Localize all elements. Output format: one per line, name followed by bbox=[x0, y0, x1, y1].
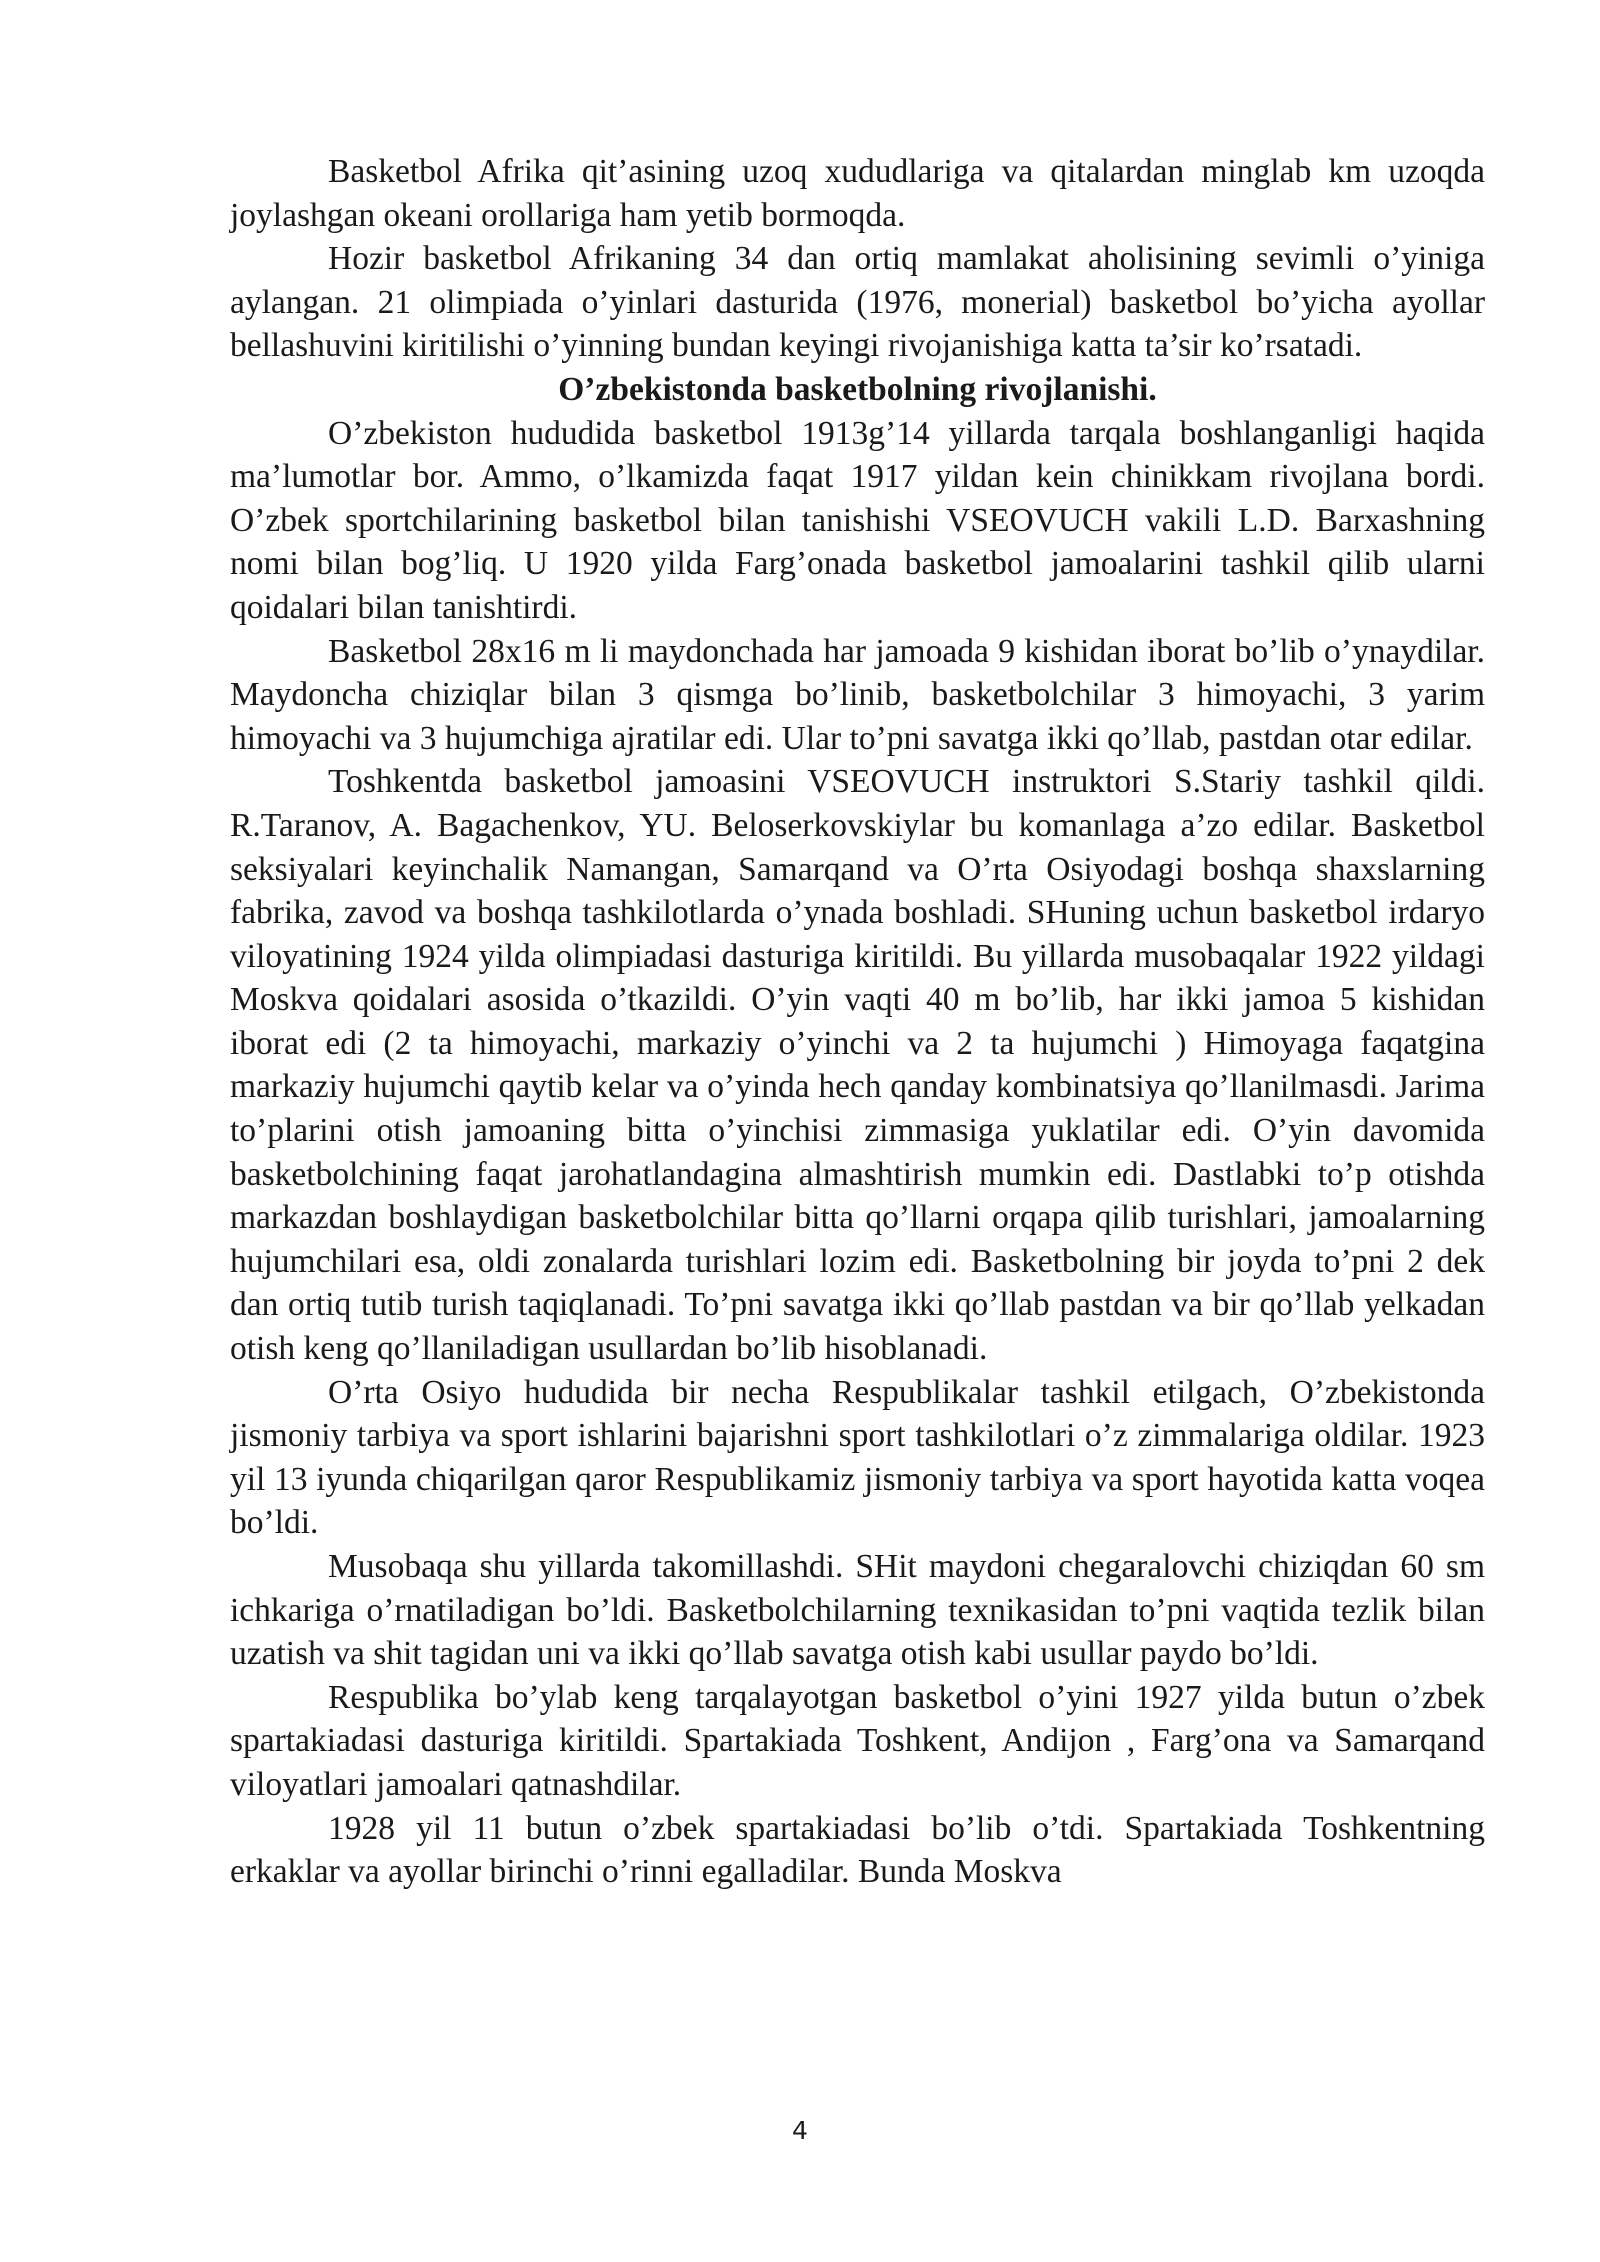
paragraph-history: O’zbekiston hududida basketbol 1913g’14 yillarda tarqala boshlanganligi haqida ma’lumotlar bor. Ammo, o’lkamizda faqat 1917 yildan kein chinikkam rivojlana bordi. O’zbek sportchilarining basketbol bilan tanishishi VSEOVUCH vakili L.D. Barxashning nomi bilan bog’liq. U 1920 yilda Farg’onada basketbol jamoalarini tashkil qilib ularni qoidalari bilan tanishtirdi. bbox=[230, 414, 1485, 626]
section-heading: O’zbekistonda basketbolning rivojlanishi. bbox=[558, 370, 1157, 408]
paragraph-tashkent-team: Toshkentda basketbol jamoasini VSEOVUCH instruktori S.Stariy tashkil qildi. R.Taranov, A. Bagachenkov, YU. Beloserkovskiylar bu komanlaga a’zo edilar. Basketbol seksiyalari keyinchalik Namangan, Samarqand va O’rta Osiyodagi boshqa shaxslarning fabrika, zavod va boshqa tashkilotlarda o’ynada boshladi. SHuning uchun basketbol irdaryo viloyatining 1924 yilda olimpiadasi dasturiga kiritildi. Bu yillarda musobaqalar 1922 yildagi Moskva qoidalari asosida o’tkazildi. O’yin vaqti 40 m bo’lib, har ikki jamoa 5 kishidan iborat edi (2 ta himoyachi, markaziy o’yinchi va 2 ta hujumchi ) Himoyaga faqatgina markaziy hujumchi qaytib kelar va o’yinda hech qanday kombinatsiya qo’llanilmasdi. Jarima to’plarini otish jamoaning bitta o’yinchisi zimmasiga yuklatilar edi. O’yin davomida basketbolchining faqat jarohatlandagina almashtirish mumkin edi. Dastlabki to’p otishda markazdan boshlaydigan basketbolchilar bitta qo’llarni orqapa qilib turishlari, jamoalarning hujumchilari esa, oldi zonalarda turishlari lozim edi. Basketbolning bir joyda to’pni 2 dek dan ortiq tutib turish taqiqlanadi. To’pni savatga ikki qo’llab pastdan va bir qo’llab yelkadan otish keng qo’llaniladigan usullardan bo’lib hisoblanadi. bbox=[230, 763, 1485, 1368]
paragraph-olympics: Hozir basketbol Afrikaning 34 dan ortiq mamlakat aholisining sevimli o’yiniga aylangan. 21 olimpiada o’yinlari dasturida (1976, monerial) basketbol bo’yicha ayollar bellashuvini kiritilishi o’yinning bundan keyingi rivojanishiga katta ta’sir ko’rsatadi. bbox=[230, 240, 1485, 365]
paragraph-africa: Basketbol Afrika qit’asining uzoq xududlariga va qitalardan minglab km uzoqda joylashgan okeani orollariga ham yetib bormoqda. bbox=[230, 153, 1485, 234]
page-body bbox=[230, 150, 1485, 1894]
paragraph-central-asia: O’rta Osiyo hududida bir necha Respublikalar tashkil etilgach, O’zbekistonda jismoniy tarbiya va sport ishlarini bajarishni sport tashkilotlari o’z zimmalariga oldilar. 1923 yil 13 iyunda chiqarilgan qaror Respublikamiz jismoniy tarbiya va sport hayotida katta voqea bo’ldi. bbox=[230, 1373, 1485, 1542]
page-number: 4 bbox=[792, 2116, 808, 2145]
paragraph-competition: Musobaqa shu yillarda takomillashdi. SHit maydoni chegaralovchi chiziqdan 60 sm ichkariga o’rnatiladigan bo’ldi. Basketbolchilarning texnikasidan to’pni vaqtida tezlik bilan uzatish va shit tagidan uni va ikki qo’llab savatga otish kabi usullar paydo bo’ldi. bbox=[230, 1548, 1485, 1673]
paragraph-spartakiad-1927: Respublika bo’ylab keng tarqalayotgan basketbol o’yini 1927 yilda butun o’zbek spartakiadasi dasturiga kiritildi. Spartakiada Toshkent, Andijon , Farg’ona va Samarqand viloyatlari jamoalari qatnashdilar. bbox=[230, 1678, 1485, 1803]
paragraph-court: Basketbol 28x16 m li maydonchada har jamoada 9 kishidan iborat bo’lib o’ynaydilar. Maydoncha chiziqlar bilan 3 qismga bo’linib, basketbolchilar 3 himoyachi, 3 yarim himoyachi va 3 hujumchiga ajratilar edi. Ular to’pni savatga ikki qo’llab, pastdan otar edilar. bbox=[230, 632, 1485, 757]
paragraph-spartakiad-1928: 1928 yil 11 butun o’zbek spartakiadasi bo’lib o’tdi. Spartakiada Toshkentning erkaklar va ayollar birinchi o’rinni egalladilar. Bunda Moskva bbox=[230, 1809, 1485, 1891]
